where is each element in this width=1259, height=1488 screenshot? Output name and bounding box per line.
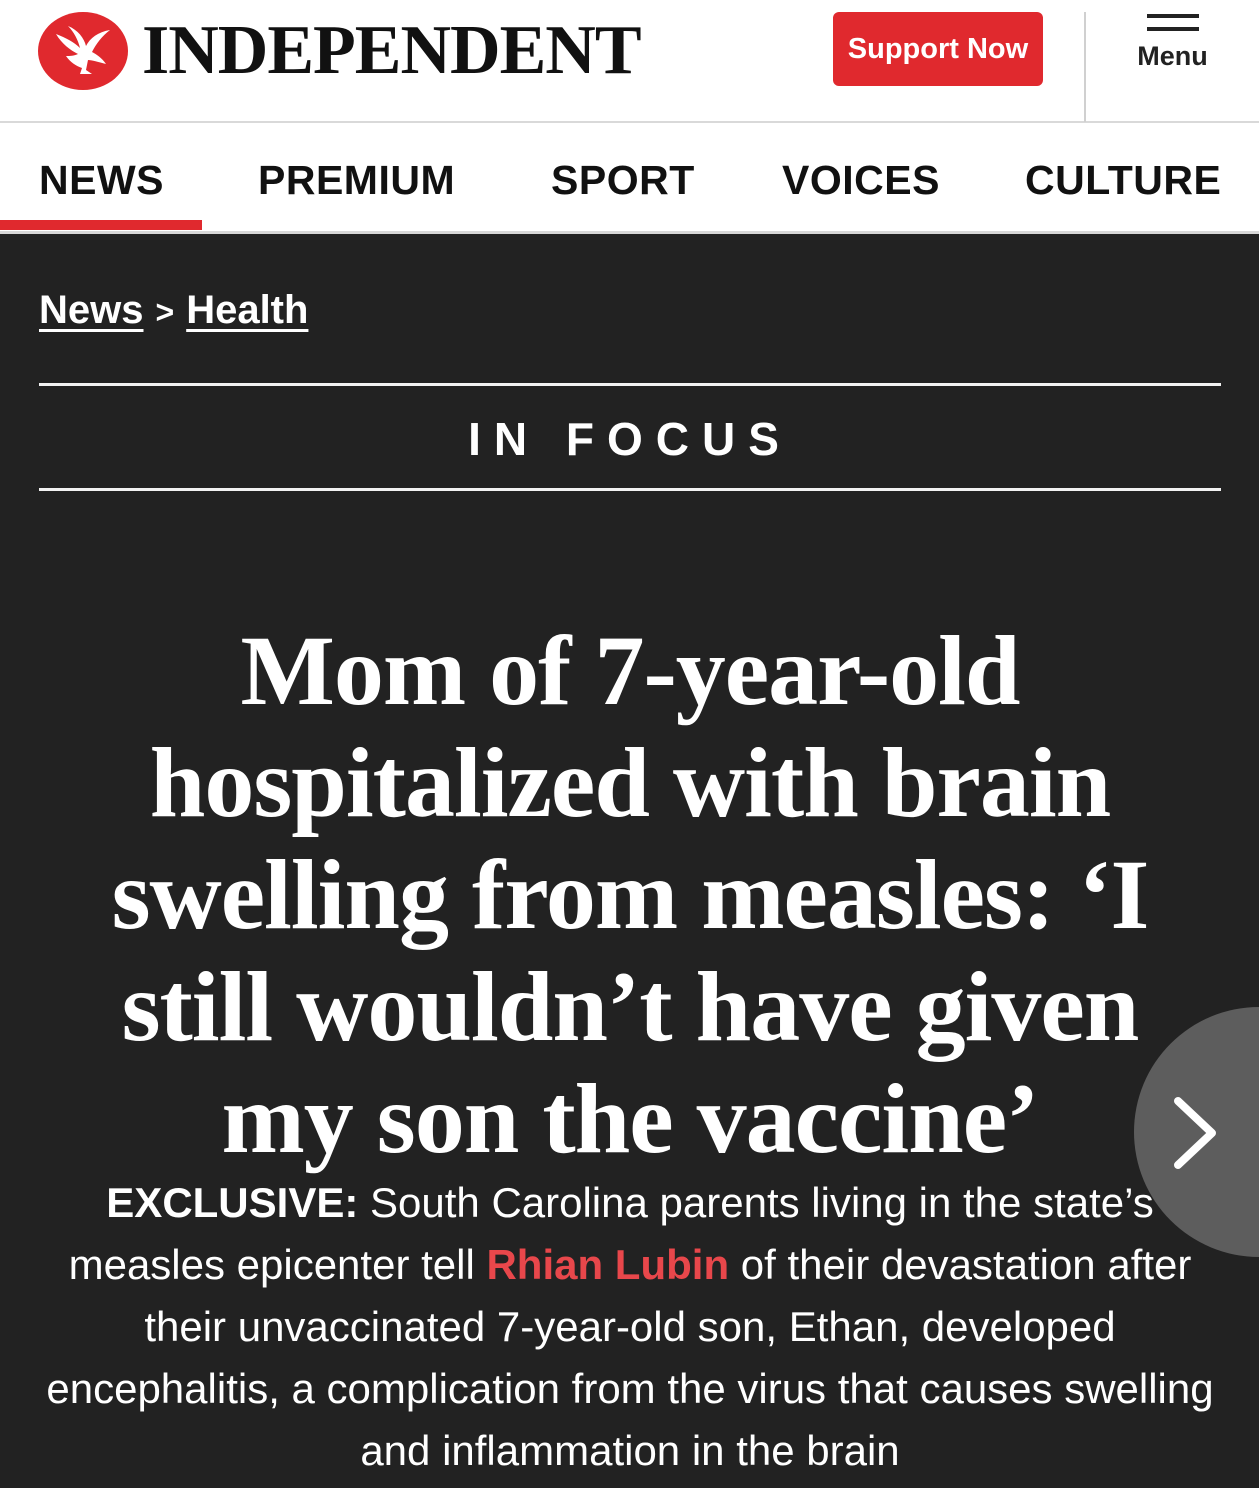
active-nav-indicator [0, 220, 202, 230]
site-header [0, 0, 1259, 123]
nav-item-premium[interactable]: PREMIUM [258, 157, 456, 203]
nav-item-culture[interactable]: CULTURE [1025, 157, 1222, 203]
menu-label: Menu [1137, 41, 1208, 71]
standfirst-text-1: South Carolina parents living in the state’s measles epicenter tell [68, 1179, 1154, 1288]
section-rule-top [39, 383, 1221, 386]
logo-wordmark: INDEPENDENT [142, 12, 641, 89]
menu-button[interactable] [1120, 14, 1225, 104]
support-now-button[interactable]: Support Now [833, 12, 1043, 86]
header-divider [1084, 12, 1086, 122]
author-link[interactable]: Rhian Lubin [486, 1241, 730, 1288]
breadcrumb [39, 288, 308, 333]
exclusive-label: EXCLUSIVE: [106, 1179, 359, 1226]
standfirst-text-2: of their devastation after their unvaccinated 7-year-old son, Ethan, developed encephalitis, a complication from the virus that causes swelling and inflammation in the brain [46, 1241, 1214, 1474]
breadcrumb-news[interactable]: News [39, 288, 144, 332]
breadcrumb-separator: > [155, 294, 175, 330]
nav-item-news[interactable]: NEWS [39, 157, 164, 203]
hamburger-icon [1147, 14, 1199, 31]
eagle-icon [38, 12, 128, 90]
nav-item-sport[interactable]: SPORT [551, 157, 695, 203]
site-logo[interactable] [38, 12, 641, 90]
section-rule-bottom [39, 488, 1221, 491]
chevron-right-icon [1172, 1095, 1220, 1171]
section-nav [0, 123, 1259, 234]
article-standfirst [38, 1172, 1222, 1482]
article-headline: Mom of 7-year-old hospitalized with brain swelling from measles: ‘I still wouldn’t have given my son the vaccine’ [111, 615, 1149, 1174]
section-label: IN FOCUS [468, 413, 792, 465]
breadcrumb-health[interactable]: Health [186, 288, 309, 332]
nav-item-voices[interactable]: VOICES [782, 157, 940, 203]
